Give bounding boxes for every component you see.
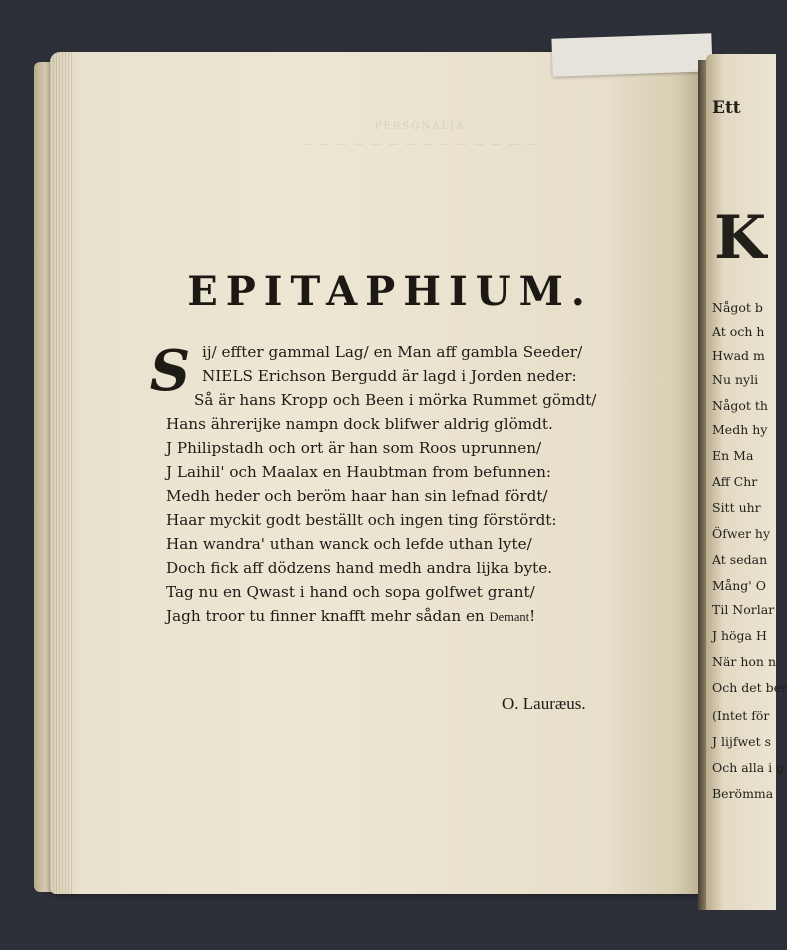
- poem-line: Han wandra' uthan wanck och lefde uthan lyte/: [166, 535, 532, 553]
- poem-last-line: [146, 604, 666, 628]
- right-page-line: J lijfwet s: [712, 734, 771, 749]
- author-signature: O. Lauræus.: [502, 694, 586, 713]
- poem-line-word: Demant: [489, 610, 530, 624]
- poem-line-text: Jagh troor tu finner knafft mehr sådan en: [166, 607, 490, 625]
- bleed-through-line: PERSONALIA: [374, 121, 466, 132]
- poem-line: Haar myckit godt beställt och ingen ting förstördt:: [166, 511, 557, 529]
- poem-line: Doch fick aff dödzens hand medh andra lijka byte.: [166, 559, 553, 577]
- right-page-line: Mång' O: [712, 578, 766, 593]
- right-page-line: Något th: [712, 398, 768, 413]
- poem-line: NIELS Erichson Bergudd är lagd i Jorden neder:: [202, 367, 577, 385]
- right-page-line: J höga H: [712, 628, 767, 643]
- right-page-line: Berömma: [712, 786, 774, 801]
- poem-line-end: !: [529, 607, 536, 625]
- bleed-through-text: [180, 118, 660, 238]
- poem-line: Så är hans Kropp och Been i mörka Rummet gömdt/: [194, 391, 597, 409]
- poem-line: J Laihil' och Maalax en Haubtman from befunnen:: [166, 463, 552, 481]
- right-page-line: Öfwer hy: [712, 526, 771, 541]
- right-page-line: Til Norlar: [712, 602, 775, 617]
- right-page-line: Och det ber: [712, 680, 787, 695]
- right-page-line: Nu nyli: [712, 372, 759, 387]
- epitaph-title: EPITAPHIUM.: [187, 268, 593, 315]
- poem-line: Tag nu en Qwast i hand och sopa golfwet grant/: [166, 583, 535, 601]
- right-page-line: Sitt uhr: [712, 500, 761, 515]
- ornamental-drop-cap: S: [149, 338, 191, 404]
- right-page-line: Något b: [712, 300, 763, 315]
- poem-line: Medh heder och beröm haar han sin lefnad fördt/: [166, 487, 548, 505]
- right-page-header: Ett: [712, 98, 741, 118]
- right-page-line: Medh hy: [712, 422, 768, 437]
- right-page-line: När hon n: [712, 654, 776, 669]
- right-page-line: At sedan: [712, 552, 768, 567]
- right-page-drop-cap: K: [714, 203, 767, 273]
- right-page-line: At och h: [712, 324, 765, 339]
- right-page-line: Och alla i g: [712, 760, 785, 775]
- poem-line: J Philipstadh och ort är han som Roos uprunnen/: [166, 439, 542, 457]
- right-page-line: Aff Chr: [712, 474, 758, 489]
- right-page-line: Hwad m: [712, 348, 765, 363]
- epitaph-poem: [146, 340, 666, 628]
- right-page-line: En Ma: [712, 448, 754, 463]
- right-page-line: (Intet för: [712, 708, 770, 723]
- bleed-through-line: — — — — — — — — — — — — — —: [302, 139, 538, 150]
- poem-line: ij/ effter gammal Lag/ en Man aff gambla Seeder/: [202, 343, 583, 361]
- poem-line: Hans ährerijke nampn dock blifwer aldrig glömdt.: [166, 415, 553, 433]
- paper-bookmark: [551, 33, 712, 77]
